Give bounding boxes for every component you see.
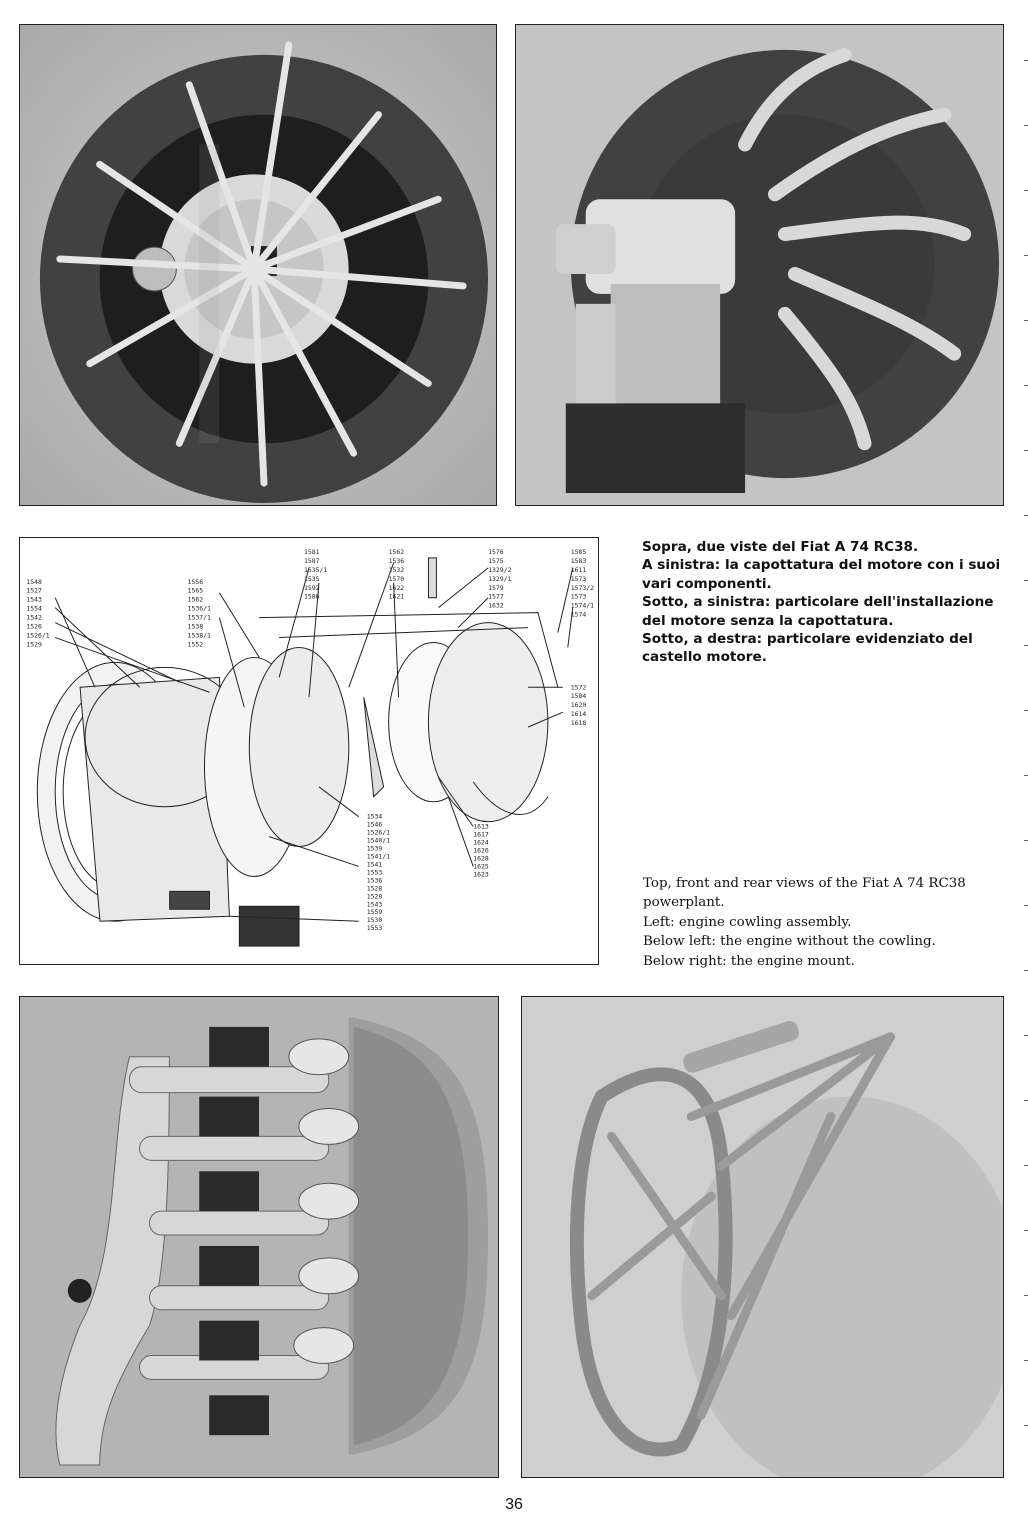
- svg-text:1535: 1535: [304, 574, 320, 583]
- caption-en-line: Left: engine cowling assembly.: [643, 914, 852, 930]
- svg-text:1579: 1579: [488, 583, 504, 592]
- callouts-bottom2: [473, 823, 489, 879]
- engine-mount-illustration: [522, 997, 1003, 1477]
- svg-text:1572: 1572: [570, 683, 587, 692]
- svg-text:1585: 1585: [570, 547, 587, 556]
- svg-text:1562: 1562: [388, 547, 405, 556]
- svg-text:1552: 1552: [187, 640, 204, 649]
- svg-text:1562: 1562: [187, 595, 204, 604]
- callouts-top4: [571, 548, 594, 619]
- caption-en-line: Top, front and rear views of the Fiat A 74 RC38: [643, 876, 966, 891]
- callouts-bottom1: [367, 813, 390, 932]
- svg-text:1536: 1536: [366, 876, 383, 885]
- photo-rear-view: [515, 24, 1004, 506]
- svg-text:1541/1: 1541/1: [366, 852, 391, 861]
- svg-text:1527: 1527: [26, 586, 42, 595]
- caption-it-line: Sotto, a sinistra: particolare dell'installazione: [642, 594, 994, 611]
- svg-text:1538/1: 1538/1: [187, 631, 211, 640]
- svg-text:1620: 1620: [570, 701, 587, 710]
- svg-text:1581: 1581: [304, 547, 320, 556]
- svg-text:1574/1: 1574/1: [570, 601, 595, 610]
- svg-text:1540/1: 1540/1: [366, 836, 391, 845]
- svg-text:1546: 1546: [366, 820, 383, 829]
- svg-text:1329/1: 1329/1: [488, 574, 512, 583]
- svg-text:1624: 1624: [473, 838, 489, 847]
- callouts-right: [571, 683, 587, 727]
- svg-text:1573: 1573: [570, 592, 587, 601]
- svg-text:1587: 1587: [304, 556, 320, 565]
- svg-text:1553: 1553: [366, 924, 383, 933]
- caption-it-line: A sinistra: la capottatura del motore con i suoi: [642, 557, 1001, 574]
- svg-text:1626: 1626: [473, 846, 489, 855]
- svg-text:1586: 1586: [304, 592, 320, 601]
- callouts-left: [26, 578, 49, 649]
- caption-it-line: castello motore.: [642, 649, 767, 666]
- caption-it-line: Sotto, a destra: particolare evidenziato del: [642, 631, 973, 648]
- callouts-top3: [488, 548, 511, 610]
- svg-text:1548: 1548: [26, 577, 42, 586]
- svg-text:1543: 1543: [26, 595, 42, 604]
- svg-text:1528: 1528: [366, 884, 383, 893]
- svg-text:1538: 1538: [187, 622, 204, 631]
- svg-text:1556: 1556: [187, 577, 204, 586]
- caption-it-line: del motore senza la capottatura.: [642, 612, 894, 629]
- photo-engine-without-cowling: [19, 996, 499, 1478]
- svg-text:1611: 1611: [570, 565, 587, 574]
- caption-it-line: Sopra, due viste del Fiat A 74 RC38.: [642, 539, 919, 555]
- svg-text:1628: 1628: [473, 854, 489, 863]
- caption-en-line: powerplant.: [643, 895, 725, 911]
- svg-text:1592: 1592: [304, 583, 320, 592]
- callouts-top1: [304, 548, 327, 601]
- svg-text:1623: 1623: [473, 870, 489, 879]
- svg-text:1621: 1621: [388, 592, 405, 601]
- svg-text:1534: 1534: [366, 812, 383, 821]
- svg-text:1573/2: 1573/2: [570, 583, 595, 592]
- svg-text:1575: 1575: [488, 556, 504, 565]
- caption-en-line: Below right: the engine mount.: [643, 953, 855, 969]
- svg-text:1613: 1613: [473, 822, 489, 831]
- margin-ticks: [1022, 0, 1028, 1522]
- svg-text:1536: 1536: [388, 556, 405, 565]
- caption-en-line: Below left: the engine without the cowling.: [643, 934, 936, 950]
- svg-text:1617: 1617: [473, 830, 489, 839]
- caption-italian: [642, 538, 1014, 667]
- svg-text:1329/2: 1329/2: [488, 565, 512, 574]
- svg-text:1618: 1618: [570, 719, 587, 728]
- svg-text:1614: 1614: [570, 710, 587, 719]
- engine-without-cowling-illustration: [20, 997, 498, 1477]
- callouts-top2: [389, 548, 405, 601]
- photo-front-view: [19, 24, 497, 506]
- front-view-illustration: [20, 25, 496, 505]
- svg-text:1622: 1622: [388, 583, 405, 592]
- svg-text:1529: 1529: [26, 640, 42, 649]
- svg-text:1625: 1625: [473, 862, 489, 871]
- cowling-exploded-diagram: [19, 537, 599, 965]
- caption-english: [643, 874, 1015, 971]
- cowling-diagram-drawing: [20, 538, 598, 964]
- callouts-left2: [188, 578, 211, 649]
- svg-text:1584: 1584: [570, 692, 587, 701]
- svg-text:1541: 1541: [366, 860, 383, 869]
- svg-text:1577: 1577: [488, 592, 504, 601]
- caption-it-line: vari componenti.: [642, 575, 772, 592]
- svg-text:1526/1: 1526/1: [26, 631, 50, 640]
- svg-text:1543: 1543: [366, 900, 383, 909]
- svg-text:1576: 1576: [488, 547, 504, 556]
- svg-text:1573: 1573: [570, 574, 587, 583]
- svg-text:1583: 1583: [570, 556, 587, 565]
- page-number: 36: [505, 1496, 523, 1513]
- photo-engine-mount: [521, 996, 1004, 1478]
- svg-text:1528: 1528: [366, 892, 383, 901]
- svg-text:1539: 1539: [366, 844, 383, 853]
- svg-text:1559: 1559: [366, 908, 383, 917]
- svg-text:1565: 1565: [187, 586, 204, 595]
- svg-text:1526: 1526: [26, 622, 42, 631]
- svg-text:1535/1: 1535/1: [304, 565, 328, 574]
- svg-text:1537/1: 1537/1: [187, 613, 211, 622]
- svg-text:1554: 1554: [26, 604, 42, 613]
- svg-text:1574: 1574: [570, 610, 587, 619]
- svg-text:1530: 1530: [366, 916, 383, 925]
- svg-text:1532: 1532: [388, 565, 405, 574]
- svg-text:1570: 1570: [388, 574, 405, 583]
- svg-text:1632: 1632: [488, 601, 504, 610]
- rear-view-illustration: [516, 25, 1003, 505]
- svg-text:1536/1: 1536/1: [187, 604, 211, 613]
- svg-text:1542: 1542: [26, 613, 42, 622]
- svg-text:1526/1: 1526/1: [366, 828, 391, 837]
- svg-text:1553: 1553: [366, 868, 383, 877]
